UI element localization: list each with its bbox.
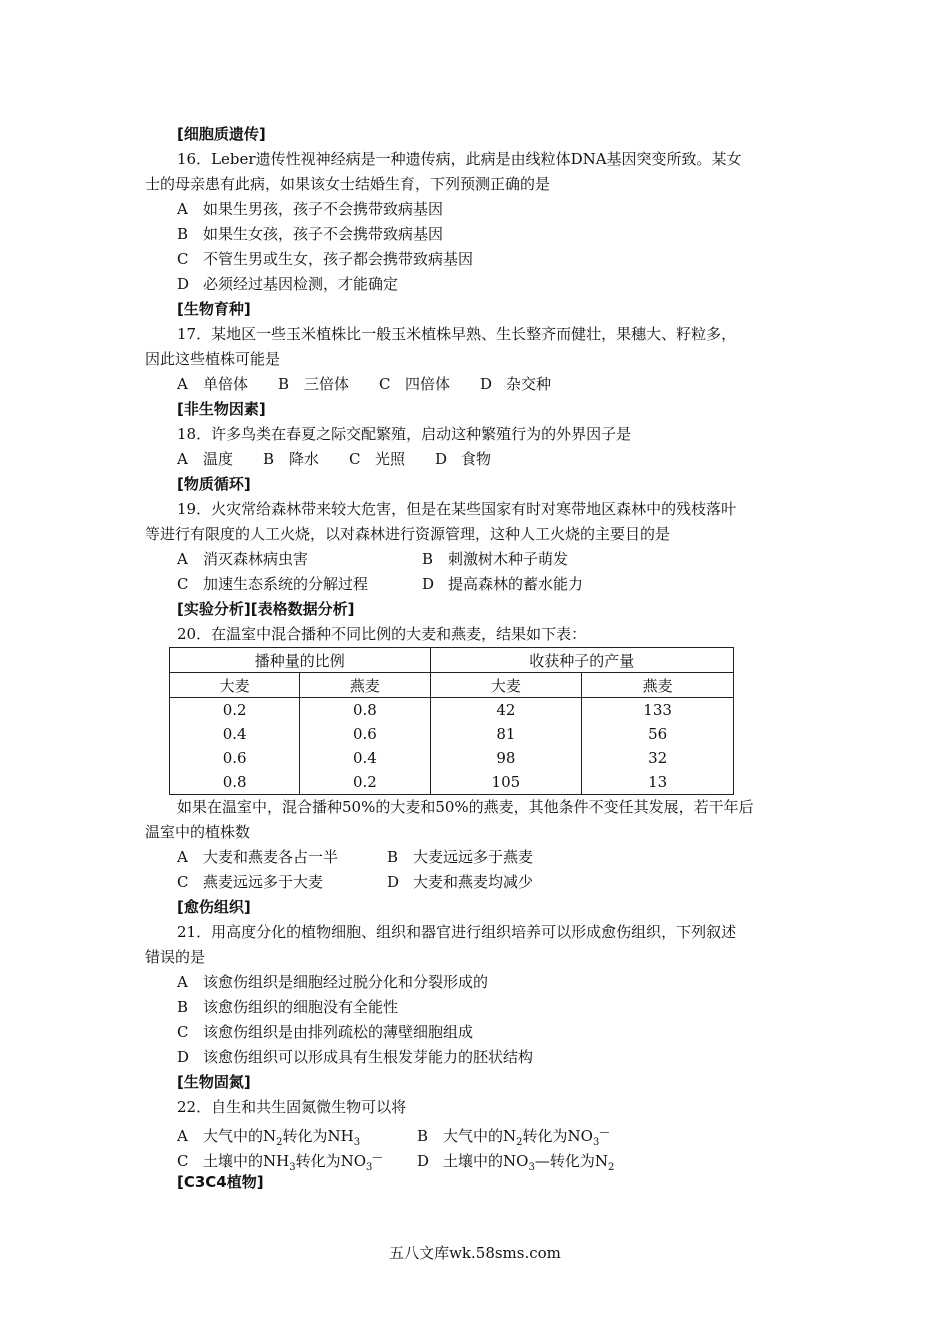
- answer-option: B 如果生女孩，孩子不会携带致病基因: [177, 225, 444, 243]
- question-text: 士的母亲患有此病，如果该女士结婚生育，下列预测正确的是: [145, 175, 551, 193]
- section-heading: [实验分析][表格数据分析]: [177, 600, 355, 618]
- question-text: 22．自生和共生固氮微生物可以将: [177, 1098, 407, 1116]
- table-column-header: 燕麦: [300, 673, 430, 698]
- question-text: 16．Leber遗传性视神经病是一种遗传病，此病是由线粒体DNA基因突变所致。某女: [177, 150, 742, 168]
- answer-options-row: A 消灭森林病虫害 B 刺激树木种子萌发: [177, 550, 569, 568]
- document-body: [145, 122, 810, 1195]
- question-text: 错误的是: [145, 948, 206, 966]
- answer-option: C 该愈伤组织是由排列疏松的薄壁细胞组成: [177, 1023, 474, 1041]
- answer-options-row: A 单倍体 B 三倍体 C 四倍体 D 杂交种: [177, 375, 552, 393]
- section-heading: [生物育种]: [177, 300, 251, 318]
- section-heading: [非生物因素]: [177, 400, 266, 418]
- question-text: 17．某地区一些玉米植株比一般玉米植株早熟、生长整齐而健壮，果穗大、籽粒多，: [177, 325, 737, 343]
- question-text: 21．用高度分化的植物细胞、组织和器官进行组织培养可以形成愈伤组织，下列叙述: [177, 923, 737, 941]
- page-footer: 五八文库wk.58sms.com: [389, 1244, 561, 1262]
- section-heading: [C3C4植物]: [177, 1173, 264, 1191]
- table-column-header: 大麦: [170, 673, 300, 698]
- table-row: 0.2 0.8 42 133: [170, 698, 734, 723]
- table-row: 0.6 0.4 98 32: [170, 746, 734, 770]
- section-heading: [愈伤组织]: [177, 898, 251, 916]
- section-heading: [生物固氮]: [177, 1073, 251, 1091]
- answer-option: A 如果生男孩，孩子不会携带致病基因: [177, 200, 444, 218]
- question-text: 等进行有限度的人工火烧，以对森林进行资源管理，这种人工火烧的主要目的是: [145, 525, 671, 543]
- answer-option: D 必须经过基因检测，才能确定: [177, 275, 399, 293]
- data-table: [169, 647, 734, 795]
- question-text: 温室中的植株数: [145, 823, 251, 841]
- question-text: 19．火灾常给森林带来较大危害，但是在某些国家有时对寒带地区森林中的残枝落叶: [177, 500, 737, 518]
- table-row: 0.4 0.6 81 56: [170, 722, 734, 746]
- question-text: 18．许多鸟类在春夏之际交配繁殖，启动这种繁殖行为的外界因子是: [177, 425, 632, 443]
- answer-option: D 该愈伤组织可以形成具有生根发芽能力的胚状结构: [177, 1048, 534, 1066]
- table-column-header: 大麦: [430, 673, 582, 698]
- section-heading: [细胞质遗传]: [177, 125, 266, 143]
- answer-options-row: C 加速生态系统的分解过程 D 提高森林的蓄水能力: [177, 575, 584, 593]
- answer-option: C 不管生男或生女，孩子都会携带致病基因: [177, 250, 474, 268]
- answer-options-row: A 大麦和燕麦各占一半 B 大麦远远多于燕麦: [177, 848, 534, 866]
- table-column-header: 燕麦: [582, 673, 734, 698]
- answer-options-row: C 土壤中的$NH_3$转化为$NO_3^—$ D 土壤中的$NO_3—$转化为$N_2$: [177, 1152, 615, 1173]
- table-group-header: 收获种子的产量: [430, 648, 733, 673]
- section-heading: [物质循环]: [177, 475, 251, 493]
- question-text: 如果在温室中，混合播种50%的大麦和50%的燕麦，其他条件不变任其发展，若干年后: [177, 798, 754, 816]
- answer-options-row: A 大气中的$N_2$转化为$NH_3$ B 大气中的$N_2$转化为$NO_3^—$: [177, 1127, 610, 1148]
- question-text: 20．在温室中混合播种不同比例的大麦和燕麦，结果如下表：: [177, 625, 587, 643]
- answer-option: A 该愈伤组织是细胞经过脱分化和分裂形成的: [177, 973, 489, 991]
- answer-options-row: C 燕麦远远多于大麦 D 大麦和燕麦均减少: [177, 873, 534, 891]
- table-group-header: 播种量的比例: [170, 648, 431, 673]
- answer-options-row: A 温度 B 降水 C 光照 D 食物: [177, 450, 492, 468]
- question-text: 因此这些植株可能是: [145, 350, 281, 368]
- table-row: 0.8 0.2 105 13: [170, 770, 734, 795]
- answer-option: B 该愈伤组织的细胞没有全能性: [177, 998, 399, 1016]
